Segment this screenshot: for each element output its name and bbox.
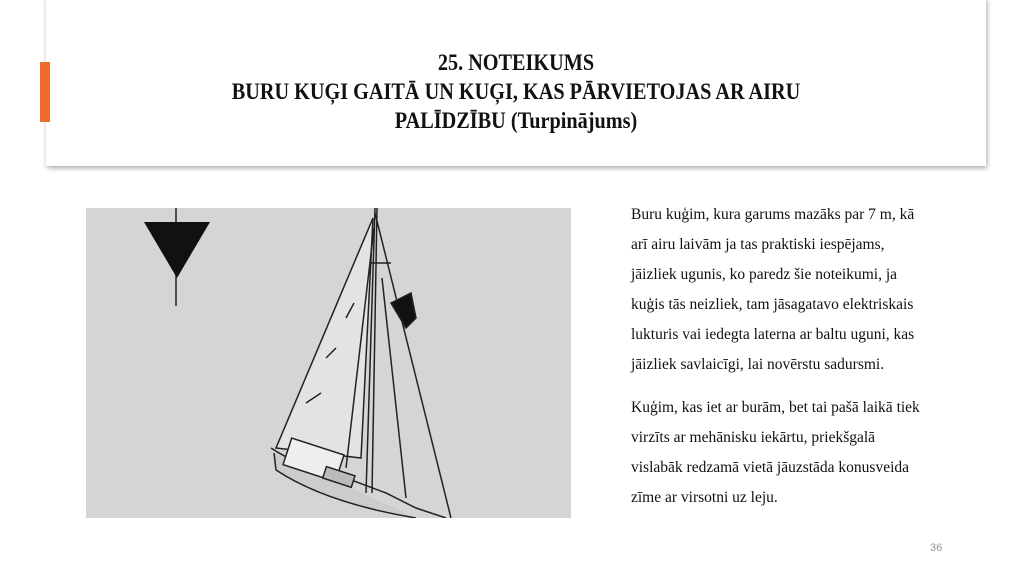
text-line: jāizliek ugunis, ko paredz šie noteikumi, ja bbox=[631, 266, 898, 283]
title-line-1: 25. NOTEIKUMS bbox=[437, 50, 595, 75]
text-line: Buru kuģim, kura garums mazāks par 7 m, kā bbox=[631, 206, 915, 223]
page-number: 36 bbox=[930, 542, 943, 554]
text-line: vislabāk redzamā vietā jāuzstāda konusveida bbox=[631, 459, 910, 476]
title-line-3: PALĪDZĪBU (Turpinājums) bbox=[394, 108, 638, 133]
text-line: virzīts ar mehānisku iekārtu, priekšgalā bbox=[631, 429, 876, 446]
slide-title bbox=[102, 48, 929, 135]
sailboat-illustration bbox=[80, 206, 575, 519]
paragraph-1 bbox=[631, 202, 920, 382]
text-line: kuģis tās neizliek, tam jāsagatavo elektriskais bbox=[631, 296, 914, 313]
paragraph-2 bbox=[631, 395, 920, 515]
accent-bar bbox=[40, 62, 50, 122]
text-line: lukturis vai iedegta laterna ar baltu uguni, kas bbox=[631, 326, 915, 343]
text-line: arī airu laivām ja tas praktiski iespējams, bbox=[631, 236, 885, 253]
body-text bbox=[631, 202, 920, 515]
title-line-2: BURU KUĢI GAITĀ UN KUĢI, KAS PĀRVIETOJAS AR AIRU bbox=[231, 79, 801, 104]
text-line: zīme ar virsotni uz leju. bbox=[631, 489, 778, 506]
text-line: jāizliek savlaicīgi, lai novērstu sadursmi. bbox=[631, 356, 885, 373]
text-line: Kuģim, kas iet ar burām, bet tai pašā laikā tiek bbox=[631, 399, 920, 416]
